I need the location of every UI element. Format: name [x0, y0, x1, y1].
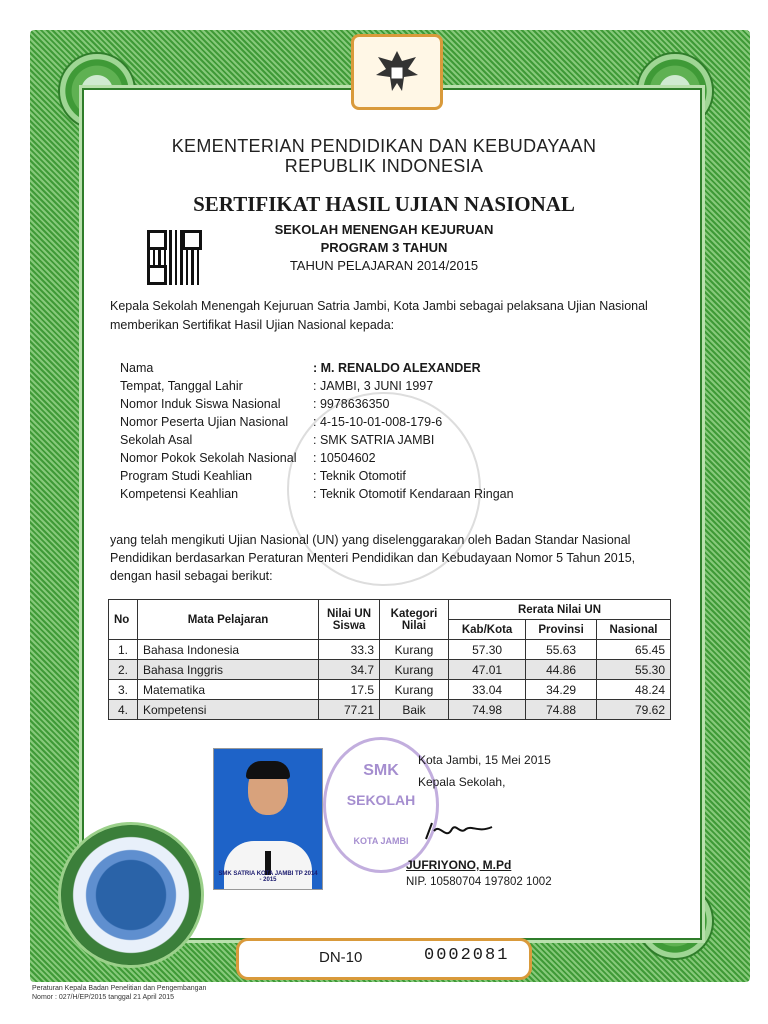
- qr-code-icon: [147, 230, 202, 285]
- signature-role: Kepala Sekolah,: [418, 775, 506, 789]
- field-label-study-program: Program Studi Keahlian: [120, 469, 253, 483]
- header-average: Rerata Nilai UN: [449, 600, 671, 620]
- cell-no: 1.: [109, 640, 138, 660]
- cell-no: 3.: [109, 680, 138, 700]
- cell-subject: Bahasa Inggris: [138, 660, 319, 680]
- cell-kab: 74.98: [449, 700, 526, 720]
- grades-table: [108, 599, 671, 720]
- field-value-study-program: : Teknik Otomotif: [313, 469, 406, 483]
- cell-prov: 74.88: [526, 700, 597, 720]
- signature-nip: NIP. 10580704 197802 1002: [406, 876, 552, 888]
- garuda-icon: [372, 47, 422, 97]
- cell-score: 77.21: [319, 700, 380, 720]
- table-row: [109, 660, 671, 680]
- header-subject: Mata Pelajaran: [138, 600, 319, 640]
- cell-subject: Matematika: [138, 680, 319, 700]
- header-category: Kategori Nilai: [380, 600, 449, 640]
- academic-year: TAHUN PELAJARAN 2014/2015: [289, 258, 479, 273]
- statement-line3: dengan hasil sebagai berikut:: [110, 569, 273, 583]
- stamp-middle: SEKOLAH: [346, 792, 416, 808]
- cell-category: Kurang: [380, 640, 449, 660]
- handwritten-signature: [420, 815, 500, 845]
- field-label-birth: Tempat, Tanggal Lahir: [120, 379, 243, 393]
- cell-category: Baik: [380, 700, 449, 720]
- cell-nas: 65.45: [596, 640, 670, 660]
- intro-paragraph: Kepala Sekolah Menengah Kejuruan Satria Jambi, Kota Jambi sebagai pelaksana Ujian Nasional memberikan Sertifikat Hasil Ujian Nasional kepada:: [110, 299, 648, 332]
- cell-subject: Bahasa Indonesia: [138, 640, 319, 660]
- serial-number-box: [236, 938, 532, 980]
- cell-no: 2.: [109, 660, 138, 680]
- cell-no: 4.: [109, 700, 138, 720]
- header-nas: Nasional: [596, 620, 670, 640]
- cell-prov: 55.63: [526, 640, 597, 660]
- header-no: No: [109, 600, 138, 640]
- cell-prov: 34.29: [526, 680, 597, 700]
- cell-nas: 55.30: [596, 660, 670, 680]
- cell-nas: 79.62: [596, 700, 670, 720]
- footer-line2: Nomor : 027/H/EP/2015 tanggal 21 April 2015: [32, 994, 175, 1001]
- cell-score: 33.3: [319, 640, 380, 660]
- document-code: DN-10: [319, 949, 363, 966]
- stamp-bottom: KOTA JAMBI: [353, 836, 409, 846]
- cell-prov: 44.86: [526, 660, 597, 680]
- cell-subject: Kompetensi: [138, 700, 319, 720]
- garuda-emblem: [351, 34, 443, 110]
- field-label-exam-number: Nomor Peserta Ujian Nasional: [120, 415, 289, 429]
- cell-kab: 57.30: [449, 640, 526, 660]
- field-value-npsn: : 10504602: [313, 451, 376, 465]
- ministry-hologram-seal: [58, 822, 204, 968]
- cell-category: Kurang: [380, 660, 449, 680]
- field-label-npsn: Nomor Pokok Sekolah Nasional: [120, 451, 297, 465]
- field-label-name: Nama: [120, 361, 154, 375]
- cell-kab: 33.04: [449, 680, 526, 700]
- field-label-competency: Kompetensi Keahlian: [120, 487, 239, 501]
- cell-kab: 47.01: [449, 660, 526, 680]
- table-row: [109, 640, 671, 660]
- header-score: Nilai UN Siswa: [319, 600, 380, 640]
- field-value-nisn: : 9978636350: [313, 397, 390, 411]
- header-kab: Kab/Kota: [449, 620, 526, 640]
- field-value-birth: : JAMBI, 3 JUNI 1997: [313, 379, 434, 393]
- cell-nas: 48.24: [596, 680, 670, 700]
- cell-score: 34.7: [319, 660, 380, 680]
- certificate-title: SERTIFIKAT HASIL UJIAN NASIONAL: [193, 192, 575, 216]
- ministry-line1: KEMENTERIAN PENDIDIKAN DAN KEBUDAYAAN: [171, 136, 597, 156]
- cell-score: 17.5: [319, 680, 380, 700]
- table-row: [109, 680, 671, 700]
- signature-name: JUFRIYONO, M.Pd: [406, 858, 512, 872]
- field-value-school: : SMK SATRIA JAMBI: [313, 433, 435, 447]
- cell-category: Kurang: [380, 680, 449, 700]
- footer-line1: Peraturan Kepala Badan Penelitian dan Pengembangan: [32, 985, 207, 992]
- student-photo: [213, 748, 323, 890]
- signature-place-date: Kota Jambi, 15 Mei 2015: [418, 753, 551, 767]
- field-value-name: : M. RENALDO ALEXANDER: [313, 361, 481, 375]
- field-value-competency: : Teknik Otomotif Kendaraan Ringan: [313, 487, 514, 501]
- ministry-line2: REPUBLIK INDONESIA: [284, 156, 484, 176]
- program: PROGRAM 3 TAHUN: [320, 240, 448, 255]
- header-prov: Provinsi: [526, 620, 597, 640]
- school-type: SEKOLAH MENENGAH KEJURUAN: [274, 222, 494, 237]
- statement-line1: yang telah mengikuti Ujian Nasional (UN) yang diselenggarakan oleh Badan Standar Nasional: [110, 533, 631, 547]
- field-value-exam-number: : 4-15-10-01-008-179-6: [313, 415, 443, 429]
- stamp-top: SMK: [363, 762, 399, 779]
- field-label-school: Sekolah Asal: [120, 433, 193, 447]
- serial-number: 0002081: [424, 946, 510, 965]
- field-label-nisn: Nomor Induk Siswa Nasional: [120, 397, 281, 411]
- photo-caption: SMK SATRIA KOTA JAMBI TP 2014 - 2015: [218, 871, 318, 883]
- table-row: [109, 700, 671, 720]
- statement-line2: Pendidikan berdasarkan Peraturan Menteri Pendidikan dan Kebudayaan Nomor 5 Tahun 2015,: [110, 551, 636, 565]
